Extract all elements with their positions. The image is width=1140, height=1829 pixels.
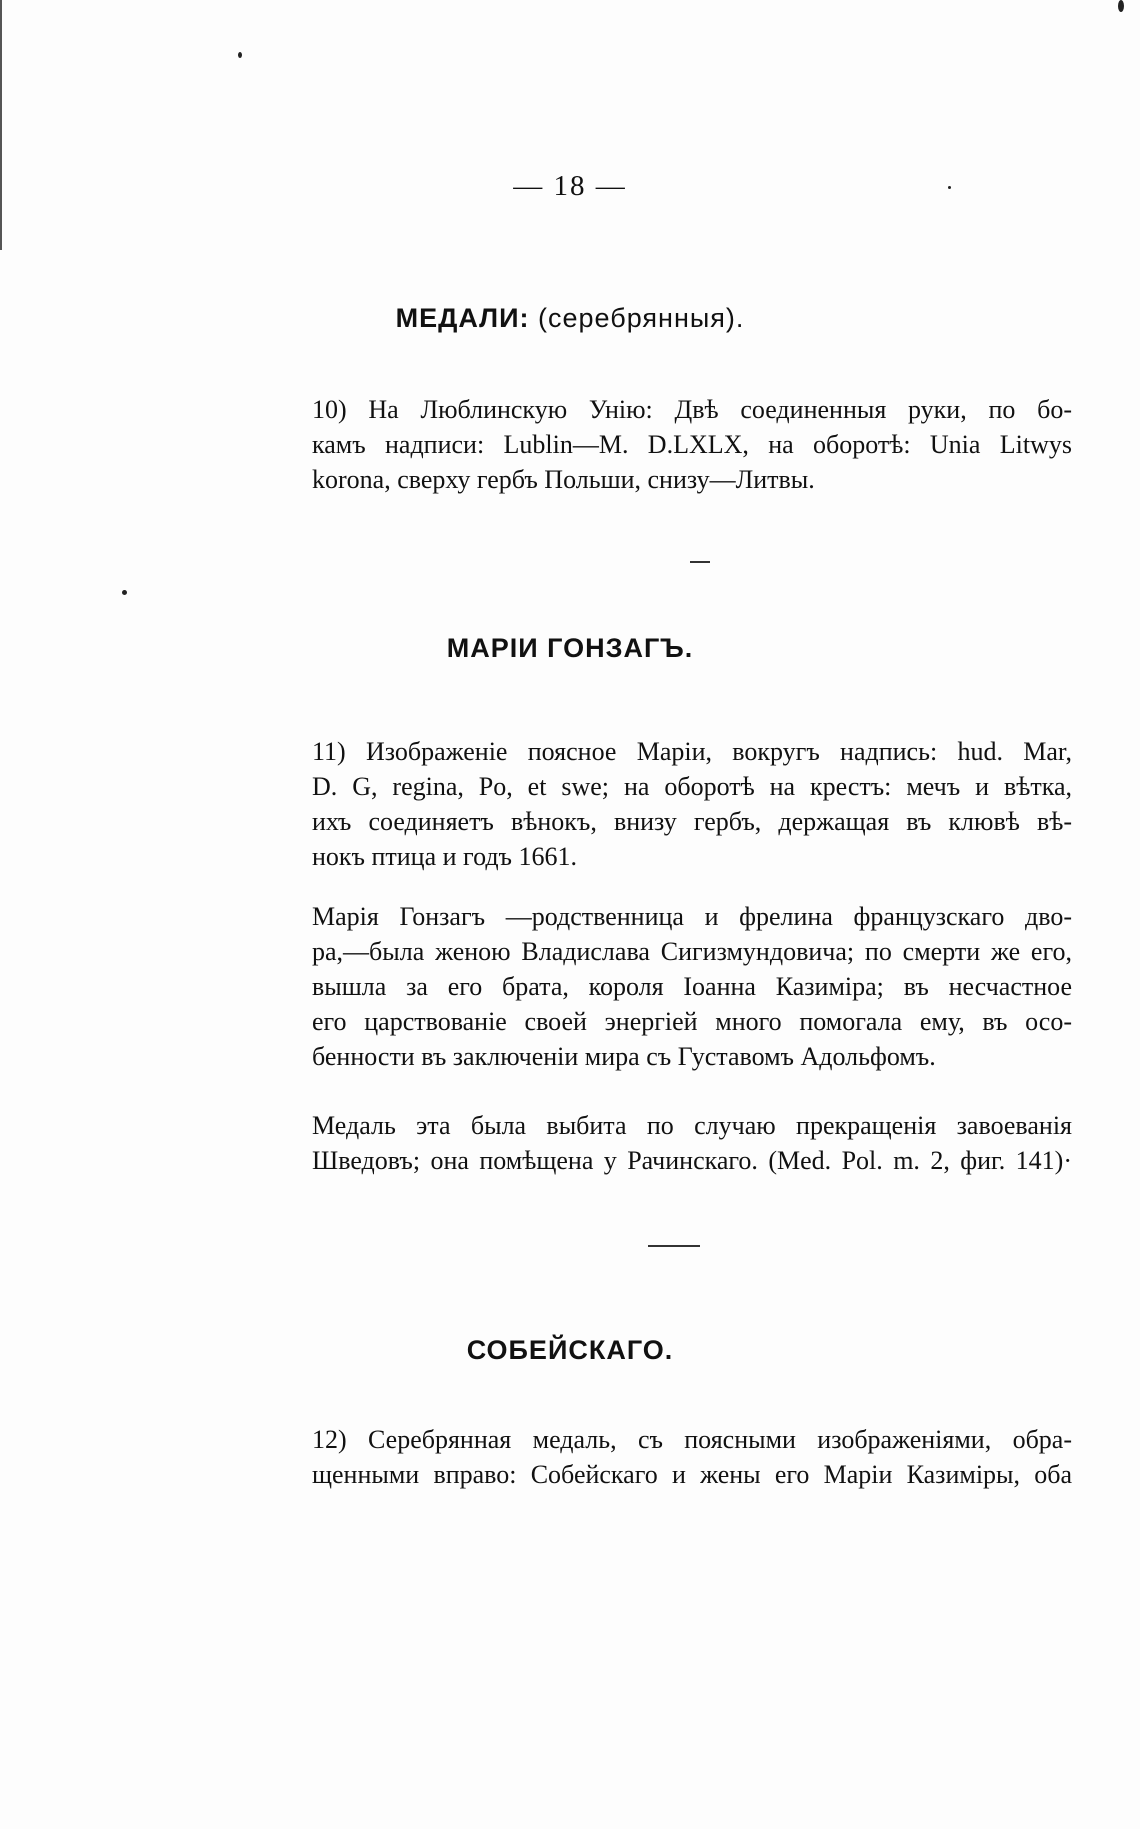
text-line: 12) Серебрянная медаль, съ поясными изображеніями, обра- [312, 1425, 1072, 1454]
text-line: 11) Изображеніе поясное Маріи, вокругъ надпись: hud. Mar, [312, 737, 1072, 766]
paragraph-medal-note [312, 1108, 1072, 1178]
section-separator [690, 561, 710, 563]
text-line: щенными вправо: Собейскаго и жены его Маріи Казиміры, оба [312, 1460, 1072, 1489]
text-line: нокъ птица и годъ 1661. [312, 842, 577, 871]
section-heading-medals [0, 303, 1140, 334]
print-speck [122, 590, 127, 595]
print-speck [238, 52, 242, 58]
text-line: Медаль эта была выбита по случаю прекращенія завоеванія [312, 1111, 1072, 1140]
page-number: — 18 — [513, 170, 627, 202]
paragraph-10 [312, 392, 1072, 497]
heading-sub: (серебрянныя). [538, 303, 745, 333]
text-line: ихъ соединяетъ вѣнокъ, внизу гербъ, держащая въ клювѣ вѣ- [312, 807, 1072, 836]
print-speck [1118, 0, 1124, 12]
paragraph-11 [312, 734, 1072, 874]
heading-main: МЕДАЛИ: [395, 303, 530, 333]
section-heading-maria-gonzaga: МАРІИ ГОНЗАГЪ. [446, 633, 694, 663]
text-line: 10) На Люблинскую Унію: Двѣ соединенныя руки, по бо- [312, 395, 1072, 424]
section-separator [648, 1245, 700, 1247]
section-heading-sobieski: СОБЕЙСКАГО. [466, 1335, 674, 1365]
text-line: Шведовъ; она помѣщена у Рачинскаго. (Med. Pol. m. 2, фиг. 141)· [312, 1146, 1072, 1175]
text-line: его царствованіе своей энергіей много помогала ему, въ осо- [312, 1007, 1072, 1036]
print-speck [948, 186, 951, 189]
text-line: D. G, regina, Po, et swe; на оборотѣ на крестъ: мечъ и вѣтка, [312, 772, 1072, 801]
text-line: Марія Гонзагъ —родственница и фрелина французскаго дво- [312, 902, 1072, 931]
text-line: вышла за его брата, короля Іоанна Казиміра; въ несчастное [312, 972, 1072, 1001]
text-line: бенности въ заключеніи мира съ Густавомъ Адольфомъ. [312, 1042, 936, 1071]
paragraph-maria-bio [312, 899, 1072, 1074]
paragraph-12 [312, 1422, 1072, 1492]
text-line: ра,—была женою Владислава Сигизмундовича; по смерти же его, [312, 937, 1072, 966]
text-line: камъ надписи: Lublin—M. D.LXLX, на оборотѣ: Unia Litwys [312, 430, 1072, 459]
text-line: korona, сверху гербъ Польши, снизу—Литвы. [312, 465, 815, 494]
left-margin-rule [0, 0, 2, 250]
